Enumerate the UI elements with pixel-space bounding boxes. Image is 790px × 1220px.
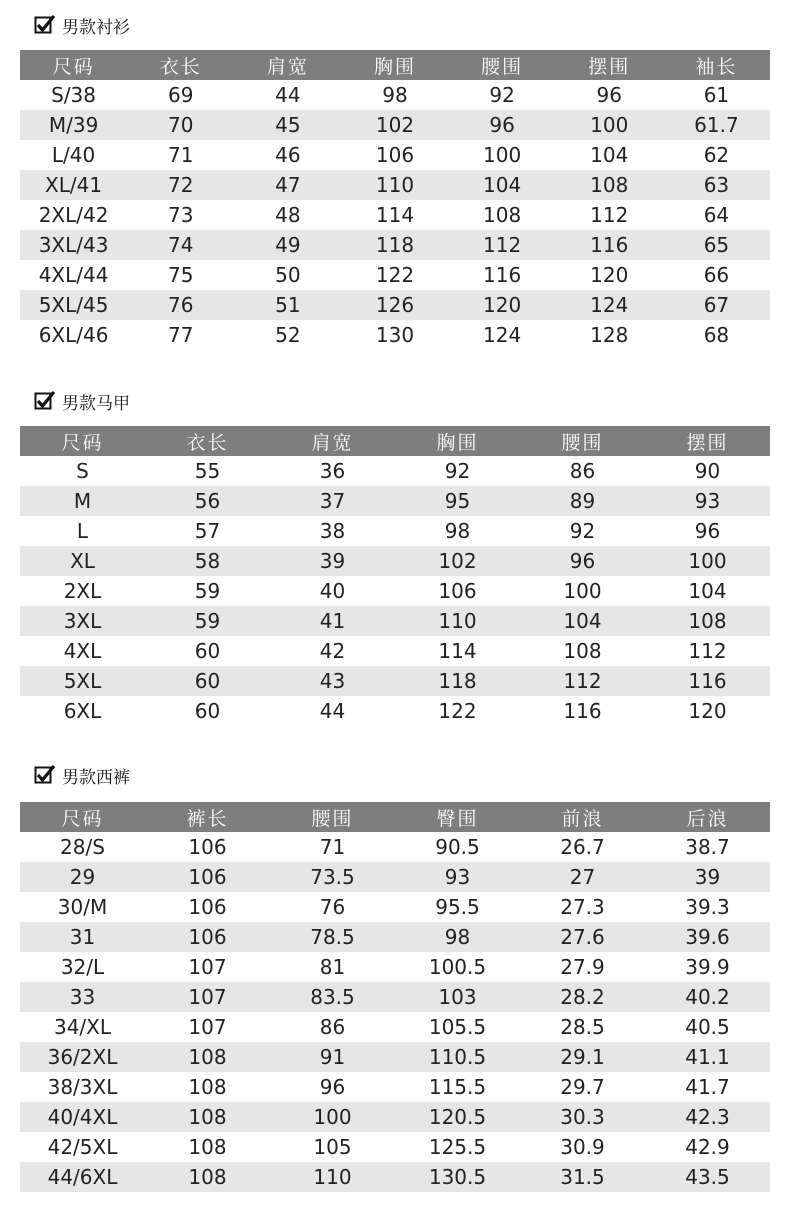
table-cell: 122 <box>438 699 477 723</box>
table-cell: 29.1 <box>560 1045 605 1069</box>
table-cell: 86 <box>569 459 596 483</box>
table-row <box>20 666 770 696</box>
table-cell: 116 <box>688 669 727 693</box>
table-row <box>20 1072 770 1102</box>
table-cell: 106 <box>188 895 227 919</box>
table-cell: 33 <box>69 985 96 1009</box>
table-cell: 44/6XL <box>47 1165 118 1189</box>
table-cell: 103 <box>438 985 477 1009</box>
table-row <box>20 290 770 320</box>
table-cell: 112 <box>483 233 522 257</box>
table-cell: 112 <box>563 669 602 693</box>
table-cell: 38 <box>319 519 346 543</box>
table-row <box>20 982 770 1012</box>
table-cell: 83.5 <box>310 985 355 1009</box>
table-cell: 65 <box>703 233 730 257</box>
table-cell: 96 <box>596 83 622 107</box>
table-row <box>20 546 770 576</box>
table-cell: 74 <box>167 233 194 257</box>
table-cell: 39.6 <box>685 925 730 949</box>
table-cell: 130 <box>375 323 415 347</box>
table-cell: 34/XL <box>53 1015 112 1039</box>
table-cell: 59 <box>194 579 221 603</box>
table-cell: 96 <box>569 549 596 573</box>
table-row <box>20 1042 770 1072</box>
table-cell: 64 <box>703 203 730 227</box>
table-cell: 110 <box>313 1165 352 1189</box>
table-cell: 66 <box>703 263 730 287</box>
table-cell: 40.2 <box>685 985 730 1009</box>
table-cell: 37 <box>319 489 346 513</box>
table-row <box>20 576 770 606</box>
table-cell: 69 <box>167 83 194 107</box>
table-cell: 108 <box>483 203 522 227</box>
table-cell: 67 <box>703 293 730 317</box>
table-cell: 5XL <box>63 669 102 693</box>
table-cell: 29 <box>69 865 96 889</box>
table-cell: 96 <box>489 113 515 137</box>
table-row <box>20 140 770 170</box>
table-cell: XL/41 <box>45 173 103 197</box>
table-cell: 41 <box>319 609 346 633</box>
table-cell: 115.5 <box>428 1075 487 1099</box>
table-cell: 76 <box>167 293 194 317</box>
table-header-row <box>20 426 770 456</box>
table-cell: 61.7 <box>694 113 739 137</box>
table-cell: 116 <box>563 699 602 723</box>
table-cell: 116 <box>590 233 629 257</box>
table-cell: 96 <box>694 519 721 543</box>
table-row <box>20 110 770 140</box>
table-row <box>20 636 770 666</box>
table-cell: 108 <box>188 1105 227 1129</box>
table-cell: 93 <box>444 865 471 889</box>
table-cell: 27.6 <box>560 925 605 949</box>
header-cell: 腰围 <box>561 431 604 454</box>
table-row <box>20 862 770 892</box>
header-cell: 尺码 <box>61 431 104 454</box>
table-cell: 124 <box>590 293 629 317</box>
size-table <box>20 50 770 350</box>
table-cell: 110 <box>438 609 477 633</box>
table-cell: 28.5 <box>560 1015 605 1039</box>
table-cell: 91 <box>319 1045 346 1069</box>
table-cell: M <box>73 489 92 513</box>
table-cell: 4XL <box>63 639 102 663</box>
table-cell: 110.5 <box>428 1045 487 1069</box>
table-cell: 28/S <box>60 835 105 859</box>
header-cell: 臀围 <box>436 807 479 830</box>
table-row <box>20 200 770 230</box>
table-cell: 110 <box>375 173 415 197</box>
section-title <box>20 12 770 38</box>
table-cell: 86 <box>319 1015 346 1039</box>
table-cell: 2XL/42 <box>38 203 109 227</box>
table-cell: 44 <box>275 83 301 107</box>
section-title-text: 男款衬衫 <box>62 17 130 38</box>
table-cell: 125.5 <box>428 1135 487 1159</box>
table-cell: 6XL/46 <box>38 323 109 347</box>
table-cell: 76 <box>319 895 346 919</box>
table-cell: 31.5 <box>560 1165 605 1189</box>
table-cell: 107 <box>188 1015 227 1039</box>
table-cell: M/39 <box>48 113 99 137</box>
table-cell: 41.1 <box>685 1045 730 1069</box>
section-title <box>20 388 770 414</box>
table-cell: 98 <box>444 925 471 949</box>
table-cell: 105 <box>313 1135 352 1159</box>
table-row <box>20 1162 770 1192</box>
table-cell: 6XL <box>63 699 102 723</box>
table-cell: 106 <box>188 925 227 949</box>
table-cell: 108 <box>188 1075 227 1099</box>
table-cell: 40 <box>319 579 346 603</box>
table-cell: 30/M <box>57 895 108 919</box>
table-row <box>20 1132 770 1162</box>
table-cell: 39 <box>694 865 721 889</box>
table-cell: 30.9 <box>560 1135 605 1159</box>
table-cell: 30.3 <box>560 1105 605 1129</box>
table-cell: 107 <box>188 985 227 1009</box>
table-cell: 120 <box>483 293 522 317</box>
table-cell: 42 <box>319 639 346 663</box>
table-row <box>20 606 770 636</box>
table-cell: 60 <box>194 699 221 723</box>
table-cell: 70 <box>167 113 194 137</box>
table-cell: 57 <box>194 519 221 543</box>
table-cell: 27.3 <box>560 895 605 919</box>
table-cell: 114 <box>438 639 477 663</box>
table-cell: 95.5 <box>435 895 480 919</box>
table-cell: 124 <box>483 323 522 347</box>
table-cell: 126 <box>375 293 415 317</box>
table-cell: L/40 <box>51 143 96 167</box>
table-row <box>20 260 770 290</box>
table-cell: 100 <box>483 143 522 167</box>
table-cell: 5XL/45 <box>38 293 109 317</box>
table-cell: 71 <box>167 143 194 167</box>
table-cell: 106 <box>438 579 477 603</box>
table-cell: 100.5 <box>428 955 487 979</box>
table-cell: 39.3 <box>685 895 730 919</box>
table-cell: 100 <box>563 579 602 603</box>
table-cell: 43.5 <box>685 1165 730 1189</box>
table-row <box>20 486 770 516</box>
table-cell: 108 <box>188 1045 227 1069</box>
checkbox-checked-icon <box>34 14 56 36</box>
table-cell: 104 <box>563 609 602 633</box>
table-cell: 78.5 <box>310 925 355 949</box>
table-cell: 42.9 <box>685 1135 730 1159</box>
table-cell: 100 <box>590 113 629 137</box>
table-cell: 2XL <box>63 579 102 603</box>
table-row <box>20 320 770 350</box>
table-cell: 118 <box>438 669 477 693</box>
table-cell: 77 <box>167 323 194 347</box>
header-cell: 胸围 <box>373 55 416 78</box>
table-cell: 89 <box>569 489 596 513</box>
table-cell: 130.5 <box>428 1165 487 1189</box>
table-cell: 92 <box>489 83 515 107</box>
table-cell: 108 <box>563 639 602 663</box>
table-cell: 28.2 <box>560 985 605 1009</box>
table-row <box>20 696 770 726</box>
table-cell: 75 <box>167 263 194 287</box>
table-cell: 58 <box>194 549 221 573</box>
table-cell: 108 <box>590 173 629 197</box>
section-trousers <box>20 762 770 1192</box>
table-cell: 38.7 <box>685 835 730 859</box>
table-cell: 4XL/44 <box>38 263 109 287</box>
table-cell: 73 <box>167 203 194 227</box>
table-cell: 92 <box>569 519 596 543</box>
table-cell: 50 <box>275 263 301 287</box>
table-cell: 96 <box>319 1075 346 1099</box>
table-cell: 3XL/43 <box>38 233 109 257</box>
table-cell: 120 <box>688 699 727 723</box>
table-cell: S/38 <box>51 83 97 107</box>
header-cell: 摆围 <box>588 55 631 78</box>
table-cell: 122 <box>375 263 415 287</box>
table-row <box>20 230 770 260</box>
table-body <box>20 832 770 1192</box>
table-cell: 98 <box>444 519 471 543</box>
table-cell: 29.7 <box>560 1075 605 1099</box>
table-cell: 102 <box>438 549 477 573</box>
table-cell: 52 <box>275 323 301 347</box>
table-header-row <box>20 50 770 80</box>
table-cell: 3XL <box>63 609 102 633</box>
header-cell: 肩宽 <box>311 431 354 454</box>
table-row <box>20 832 770 862</box>
table-cell: 98 <box>382 83 408 107</box>
table-body <box>20 456 770 726</box>
header-cell: 胸围 <box>436 431 479 454</box>
table-cell: 108 <box>188 1165 227 1189</box>
table-cell: 120.5 <box>428 1105 487 1129</box>
header-cell: 袖长 <box>695 55 738 78</box>
table-cell: 108 <box>188 1135 227 1159</box>
header-cell: 腰围 <box>481 55 524 78</box>
table-row <box>20 922 770 952</box>
checkbox-checked-icon <box>34 390 56 412</box>
table-row <box>20 1012 770 1042</box>
size-table <box>20 802 770 1192</box>
table-cell: 26.7 <box>560 835 605 859</box>
table-cell: 27 <box>569 865 596 889</box>
table-cell: 47 <box>275 173 301 197</box>
table-cell: 114 <box>375 203 415 227</box>
checkbox-checked-icon <box>34 764 56 786</box>
table-body <box>20 80 770 350</box>
table-cell: 46 <box>275 143 301 167</box>
table-cell: 42.3 <box>685 1105 730 1129</box>
table-cell: 100 <box>313 1105 352 1129</box>
table-cell: 40/4XL <box>47 1105 118 1129</box>
table-row <box>20 952 770 982</box>
table-cell: 32/L <box>60 955 105 979</box>
table-cell: S <box>76 459 89 483</box>
header-cell: 肩宽 <box>266 55 309 78</box>
table-cell: 55 <box>194 459 221 483</box>
table-cell: 63 <box>703 173 730 197</box>
table-cell: XL <box>70 549 95 573</box>
table-cell: 105.5 <box>428 1015 487 1039</box>
table-cell: 51 <box>275 293 301 317</box>
table-cell: 128 <box>590 323 629 347</box>
header-cell: 尺码 <box>52 55 95 78</box>
table-cell: 68 <box>703 323 730 347</box>
table-row <box>20 80 770 110</box>
table-cell: 116 <box>483 263 522 287</box>
section-vest <box>20 388 770 726</box>
table-cell: 93 <box>694 489 721 513</box>
table-cell: 61 <box>703 83 730 107</box>
table-cell: 27.9 <box>560 955 605 979</box>
table-cell: 106 <box>375 143 415 167</box>
table-cell: 108 <box>688 609 727 633</box>
table-cell: 106 <box>188 865 227 889</box>
section-title-text: 男款西裤 <box>62 767 130 788</box>
header-cell: 裤长 <box>186 807 229 830</box>
table-cell: 44 <box>319 699 346 723</box>
table-row <box>20 892 770 922</box>
table-cell: 39.9 <box>685 955 730 979</box>
size-table <box>20 426 770 726</box>
table-row <box>20 456 770 486</box>
table-cell: 106 <box>188 835 227 859</box>
table-cell: 107 <box>188 955 227 979</box>
header-cell: 前浪 <box>561 807 604 830</box>
header-cell: 衣长 <box>186 431 229 454</box>
table-cell: 56 <box>194 489 221 513</box>
section-shirt <box>20 12 770 350</box>
table-cell: 49 <box>275 233 301 257</box>
table-cell: 41.7 <box>685 1075 730 1099</box>
table-cell: 60 <box>194 669 221 693</box>
table-cell: 95 <box>444 489 471 513</box>
section-title-text: 男款马甲 <box>62 393 130 414</box>
header-cell: 尺码 <box>61 807 104 830</box>
table-cell: 104 <box>483 173 522 197</box>
table-cell: 118 <box>375 233 415 257</box>
table-cell: 72 <box>167 173 194 197</box>
table-cell: 31 <box>69 925 96 949</box>
header-cell: 后浪 <box>686 807 729 830</box>
table-cell: 43 <box>319 669 346 693</box>
table-cell: 62 <box>703 143 730 167</box>
table-cell: 90.5 <box>435 835 480 859</box>
section-title <box>20 762 770 788</box>
table-cell: 104 <box>590 143 629 167</box>
table-cell: 112 <box>688 639 727 663</box>
table-row <box>20 516 770 546</box>
table-cell: 112 <box>590 203 629 227</box>
table-cell: 71 <box>319 835 346 859</box>
table-cell: 36/2XL <box>47 1045 118 1069</box>
table-row <box>20 170 770 200</box>
table-cell: 104 <box>688 579 727 603</box>
table-cell: L <box>76 519 89 543</box>
table-cell: 73.5 <box>310 865 355 889</box>
table-header-row <box>20 802 770 832</box>
table-cell: 42/5XL <box>47 1135 118 1159</box>
table-cell: 120 <box>590 263 629 287</box>
table-cell: 60 <box>194 639 221 663</box>
header-cell: 衣长 <box>159 55 202 78</box>
table-cell: 48 <box>275 203 301 227</box>
table-row <box>20 1102 770 1132</box>
table-cell: 92 <box>444 459 471 483</box>
table-cell: 90 <box>694 459 721 483</box>
table-cell: 39 <box>319 549 346 573</box>
table-cell: 40.5 <box>685 1015 730 1039</box>
table-cell: 59 <box>194 609 221 633</box>
table-cell: 38/3XL <box>47 1075 118 1099</box>
table-cell: 100 <box>688 549 727 573</box>
header-cell: 摆围 <box>686 431 729 454</box>
table-cell: 45 <box>275 113 301 137</box>
table-cell: 102 <box>375 113 415 137</box>
table-cell: 81 <box>319 955 346 979</box>
table-cell: 36 <box>319 459 346 483</box>
header-cell: 腰围 <box>311 807 354 830</box>
